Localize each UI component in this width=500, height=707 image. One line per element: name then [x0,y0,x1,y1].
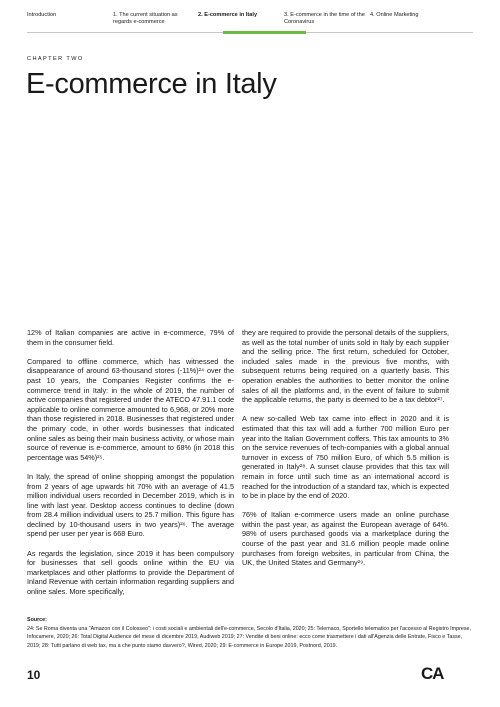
page-title: E-commerce in Italy [26,68,277,100]
nav-item-introduction[interactable]: Introduction [27,12,57,18]
sources-footnote [27,616,473,651]
sources-title: Source: [27,617,47,623]
body-column-left [27,328,234,597]
paragraph: As regards the legislation, since 2019 it has been compulsory for businesses that sell goods online within the EU via marketplaces and other platforms to provide the Department of Inland Revenue with certain information regarding suppliers and online sales. More specifically, [27,548,234,597]
brand-logo: CA [421,664,444,683]
paragraph: 76% of Italian e-commerce users made an online purchase within the past year, as against the European average of 64%. 98% of users purchased goods via a marketplace during the course of the past year and 31.6 million people made online purchases from foreign websites, in particular from China, the UK, the United States and Germany²⁹. [242,510,449,568]
page-number: 10 [27,668,41,682]
nav-progress-active-segment [223,31,306,34]
paragraph: they are required to provide the personal details of the suppliers, as well as the total number of units sold in Italy by each supplier and the selling price. The first return, scheduled for October, included sales made in the previous five months, with subsequent returns being required on a quarterly basis. This operation enables the authorities to better monitor the online sales of all the platforms and, in the event of failure to submit the applicable returns, the party is deemed to be a tax debtor²⁷. [242,328,449,405]
nav-progress-bar [27,30,473,34]
body-column-right [242,328,449,568]
paragraph: 12% of Italian companies are active in e-commerce, 79% of them in the consumer field. [27,328,234,347]
paragraph: Compared to offline commerce, which has witnessed the disappearance of around 63-thousand stores (-11%)²⁴ over the past 10 years, the Companies Register confirms the e-commerce trend in Italy: in the whole of 2019, the number of active companies that registered under the ATECO 47.91.1 code applicable to online commerce amounted to 6,968, or 20% more than those registered in 2018. Businesses that registered under the primary code, in other words businesses that indicated online sales as being their main business activity, or whose main source of revenue is e-commerce, amount to 68% (in 2018 this percentage was 54%)²⁵. [27,356,235,462]
paragraph: In Italy, the spread of online shopping amongst the population from 2 years of age upwards hit 70% with an average of 41.5 million individual users recorded in December 2019, which is in line with last year. Desktop access continues to decline (down from 28.4 million individual users to 25.7 million. This figure has declined by 10-thousand users in two years)²⁶. The average spend per user per year is 668 Euro. [27,471,234,539]
nav-item-online-marketing[interactable]: 4. Online Marketing [370,12,419,18]
paragraph: A new so-called Web tax came into effect in 2020 and it is estimated that this tax will add a further 700 million Euro per year into the Italian Government coffers. This tax amounts to 3% on the service revenues of tech-companies with a global annual turnover in excess of 750 million Euro, of which 5.5 million is generated in Italy²⁸. A sunset clause provides that this tax will remain in force until such time as an international accord is reached for the introduction of a standard tax, which is expected to be in place by the end of 2020. [242,414,449,501]
nav-item-ecommerce-italy[interactable]: 2. E-commerce in Italy [198,12,258,18]
chapter-navigation [27,12,475,29]
chapter-label: CHAPTER TWO [27,56,84,62]
nav-item-current-situation[interactable]: 1. The current situation as regards e-commerce [113,12,178,25]
nav-item-coronavirus[interactable]: 3. E-commerce in the time of the Coronavirus [284,12,365,25]
sources-text: 24: Se Roma diventa una "Amazon con il Colosseo": i costi sociali e ambientali dell'e-commerce, Secolo d'Italia, 2020; 25: Telemaco, Sportello telematico per l'accesso al Registro Imprese, Infocamere, 2020; 26: Total Digital Audience del mese di dicembre 2019, Audiweb 2019; 27: Vendite di beni online: ecco come trasmettere i dati all'Agenzia delle Entrate, Fisco e Tasse, 2019; 28: Tutti parlano di web tax, ma a che punto siamo davvero?, Wired, 2020; 29: E-commerce in Europe 2019, Postnord, 2019. [27,625,471,650]
